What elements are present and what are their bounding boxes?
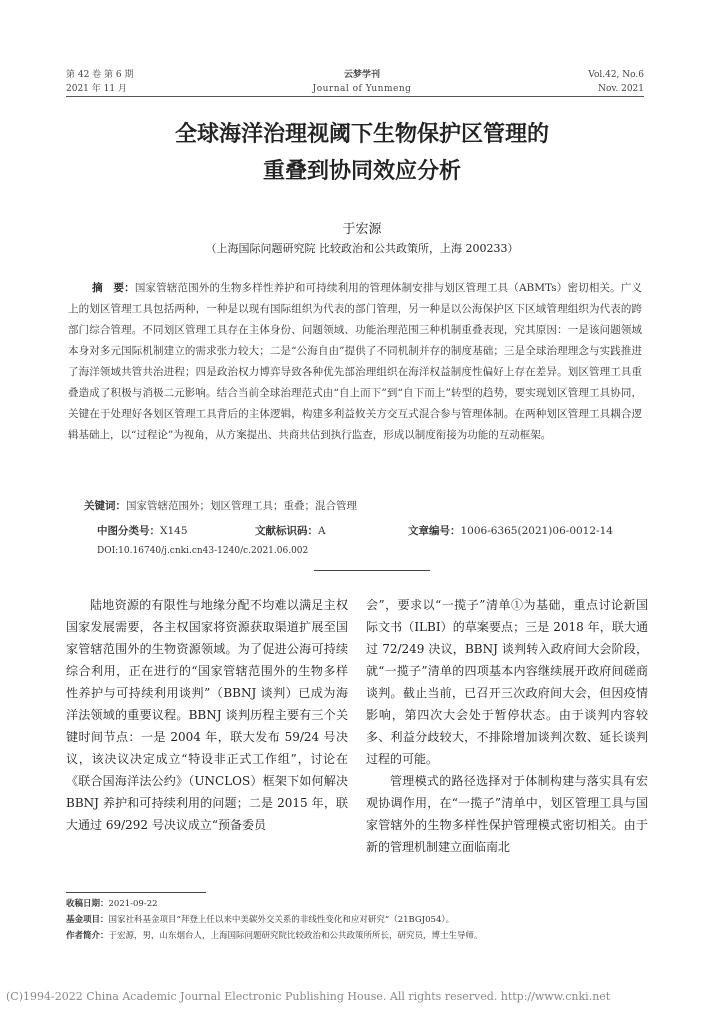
received-label: 收稿日期：	[66, 899, 109, 909]
clc-value: X145	[160, 525, 188, 537]
fund-label: 基金项目：	[66, 915, 109, 925]
title-line-2: 重叠到协同效应分析	[262, 159, 461, 184]
keywords-text: 国家管辖范围外；划区管理工具；重叠；混合管理	[126, 500, 357, 512]
article-number	[408, 523, 613, 538]
body-left-column	[66, 594, 348, 836]
article-number-label: 文章编号：	[408, 525, 461, 537]
footnote-author	[66, 930, 483, 942]
abstract-text: 国家管辖范围外的生物多样性养护和可持续利用的管理体制安排与划区管理工具（ABMTs）密切相关。广义上的划区管理工具包括两种，一种是以现有国际组织为代表的部门管理，另一种是以公海保护区下区域管理组织为代表的跨部门综合管理。不同划区管理工具存在主体身份、问题领域、功能治理范围三种机制重叠表现，究其原因：一是该问题领域本身对多元国际机制建立的需求张力较大；二是“公海自由”提供了不同机制并存的制度基础；三是全球治理理念与实践推进了海洋领域共管共治进程；四是政治权力博弈导致各种优先部治理组织在海洋权益制度性偏好上存在差异。划区管理工具重叠造成了积极与消极二元影响。结合当前全球治理范式由“自上而下”到“自下而上”转型的趋势，要实现划区管理工具协同，关键在于处理好各划区管理工具背后的主体逻辑，构建多利益攸关方交互式混合参与管理体制。在两种划区管理工具耦合逻辑基础上，以“过程论”为视角，从方案提出、共商共估到执行监查，形成以制度衔接为功能的互动框架。	[68, 282, 642, 441]
abstract	[68, 278, 642, 446]
clc-label: 中图分类号：	[97, 525, 160, 537]
footnote-received	[66, 898, 158, 910]
body-paragraph: 会”，要求以“一揽子”清单①为基础，重点讨论新国际文书（ILBI）的草案要点；三是 2018 年，联大通过 72/249 决议，BBNJ 谈判转入政府间大会阶段，就“一揽子”清单的四项基本内容继续展开政府间磋商谈判。截止当前，已召开三次政府间大会，但因疫情影响，第四次大会处于暂停状态。由于谈判内容较多、利益分歧较大，不排除增加谈判次数、延长谈判过程的可能。	[366, 598, 648, 766]
header-journal-en: Journal of Yunmeng	[312, 84, 412, 94]
keywords	[84, 498, 357, 513]
author-name: 于宏源	[342, 222, 382, 237]
copyright-notice: (C)1994-2022 China Academic Journal Electronic Publishing House. All rights reserved. http://www.cnki.net	[6, 990, 611, 1003]
header-rule	[66, 96, 644, 97]
header-date: 2021 年 11 月	[66, 84, 127, 94]
body-paragraph: 陆地资源的有限性与地缘分配不均难以满足主权国家发展需要，各主权国家将资源获取渠道扩展至国家管辖范围外的生物资源领域。为了促进公海可持续综合利用，正在进行的“国家管辖范围外的生物多样性养护与可持续利用谈判”（BBNJ 谈判）已成为海洋法领域的重要议程。BBNJ 谈判历程主要有三个关键时间节点：一是 2004 年，联大发布 59/24 号决议，该决议决定成立“特设非正式工作组”，讨论在《联合国海洋法公约》（UNCLOS）框架下如何解决 BBNJ 养护和可持续利用的问题；二是 2015 年，联大通过 69/292 号决议成立“预备委员	[66, 598, 348, 832]
author-bio-label: 作者简介：	[66, 931, 109, 941]
document-code-value: A	[318, 525, 326, 537]
doi: DOI:10.16740/j.cnki.cn43-1240/c.2021.06.002	[97, 546, 309, 556]
clc-number	[97, 523, 188, 538]
document-code-label: 文献标识码：	[255, 525, 318, 537]
received-value: 2021-09-22	[108, 899, 158, 909]
body-right-column	[366, 594, 648, 858]
keywords-label: 关键词：	[84, 500, 126, 512]
document-code	[255, 523, 326, 538]
header-vol-en: Vol.42, No.6	[588, 70, 644, 80]
section-rule	[314, 570, 430, 571]
article-number-value: 1006-6365(2021)06-0012-14	[460, 525, 613, 537]
footnote-rule	[66, 892, 206, 893]
author-affiliation: （上海国际问题研究院 比较政治和公共政策所，上海 200233）	[205, 242, 519, 255]
author-bio-value: 于宏源，男，山东烟台人，上海国际问题研究院比较政治和公共政策所所长，研究员，博士生导师。	[108, 931, 483, 941]
body-paragraph: 管理模式的路径选择对于体制构建与落实具有宏观协调作用，在“一揽子”清单中，划区管理工具与国家管辖外的生物多样性保护管理模式密切相关。由于新的管理机制建立面临南北	[366, 774, 648, 854]
footnote-fund	[66, 914, 454, 926]
header-date-en: Nov. 2021	[598, 84, 644, 94]
header-volume: 第 42 卷 第 6 期	[66, 70, 134, 80]
title-line-1: 全球海洋治理视阈下生物保护区管理的	[174, 122, 549, 147]
fund-value: 国家社科基金项目“拜登上任以来中美碳外交关系的非线性变化和应对研究”（21BGJ054）。	[108, 915, 455, 925]
header-journal-cn: 云梦学刊	[343, 70, 380, 80]
abstract-label: 摘 要：	[92, 282, 135, 294]
